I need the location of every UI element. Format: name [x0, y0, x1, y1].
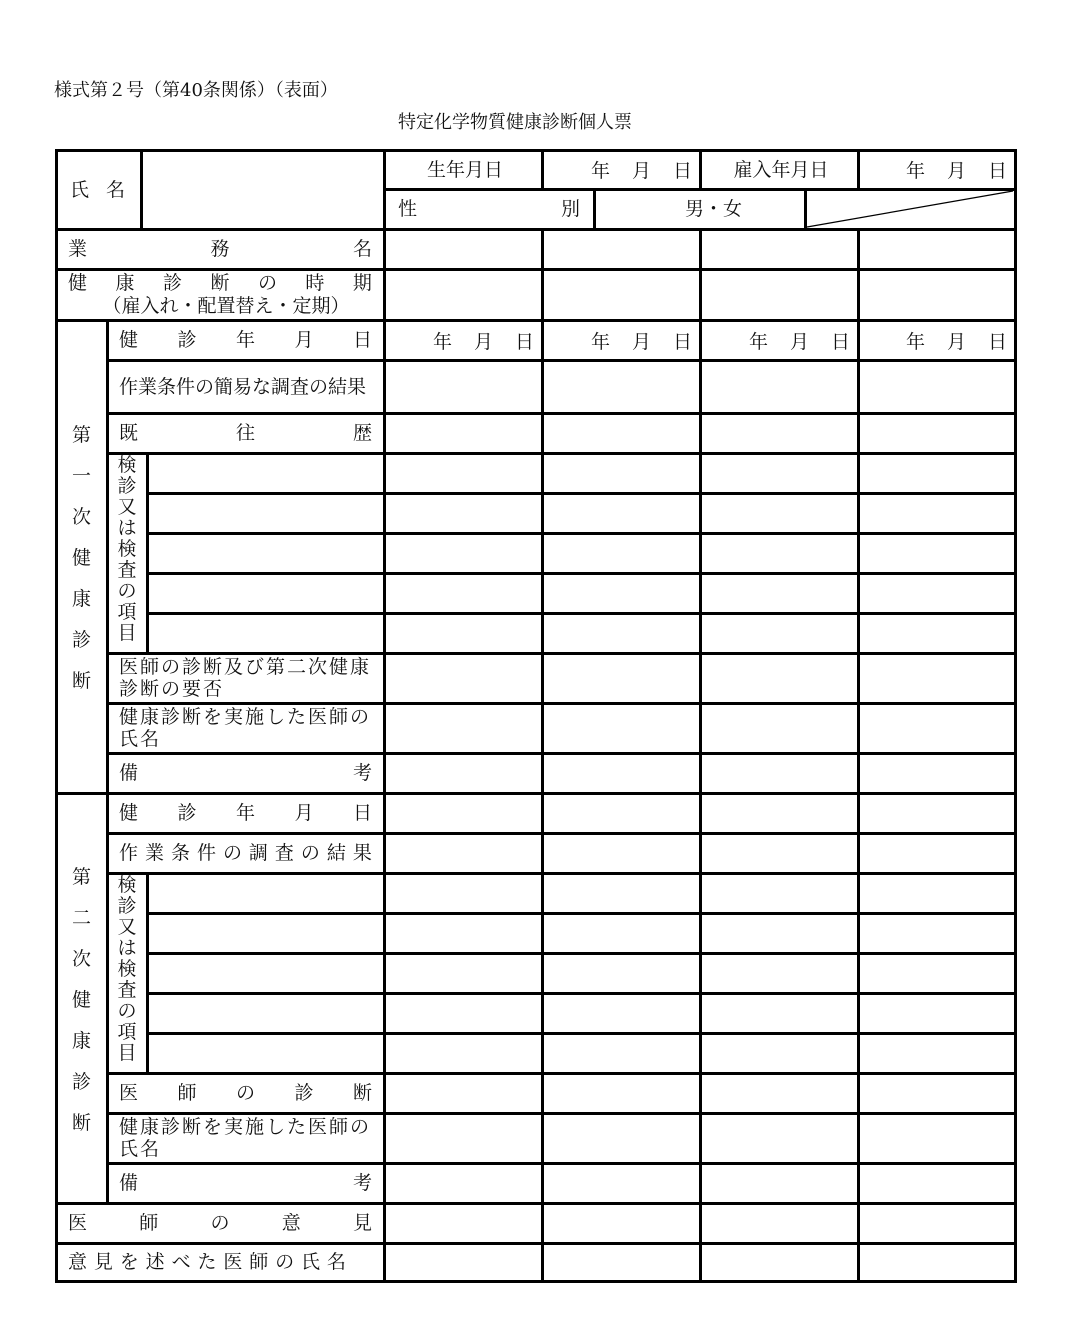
first-doctor-name-col2[interactable]: [541, 702, 702, 755]
first-remarks-col4[interactable]: [857, 752, 1017, 795]
label-char: 第: [71, 865, 91, 888]
first-exam-date-field-2[interactable]: [542, 320, 700, 360]
label-char: 診: [177, 802, 197, 824]
simple-survey-label: 作業条件の簡易な調査の結果: [119, 375, 367, 398]
label-char: 次: [71, 506, 91, 528]
second-exam-date-col3[interactable]: [699, 792, 860, 835]
birth-date-field[interactable]: [542, 150, 700, 189]
label-char: 次: [71, 947, 91, 970]
label-char: 見: [93, 1251, 113, 1273]
first-item-5-col4[interactable]: [857, 612, 1017, 655]
second-doctor-diagnosis-col2[interactable]: [541, 1072, 702, 1115]
first-item-3-col2[interactable]: [541, 532, 702, 575]
label-char: 医: [119, 1082, 139, 1104]
opinion-doctor-name-col1[interactable]: [383, 1242, 544, 1283]
label-char: 康: [71, 1029, 91, 1052]
second-item-3-col3[interactable]: [699, 952, 860, 995]
first-doctor-diagnosis-col1[interactable]: [383, 652, 544, 705]
second-item-1-col3[interactable]: [699, 872, 860, 915]
label-char: 健: [71, 988, 91, 1011]
second-remarks-col1[interactable]: [383, 1162, 544, 1205]
first-exam-date-field-1[interactable]: [384, 320, 542, 360]
second-doctor-diagnosis-label: [119, 1073, 372, 1113]
label-char: 診: [71, 629, 91, 651]
first-item-5-col3[interactable]: [699, 612, 860, 655]
label-char: の: [117, 1000, 137, 1022]
date-unit: 年: [432, 330, 452, 353]
survey-label: [119, 833, 372, 873]
history-col4[interactable]: [857, 412, 1017, 455]
date-unit: 年: [590, 330, 610, 353]
name-label: [70, 150, 125, 229]
second-remarks-col2[interactable]: [541, 1162, 702, 1205]
second-item-name-1[interactable]: [146, 872, 386, 915]
label-char: 健: [71, 547, 91, 569]
label-char: 又: [117, 916, 137, 938]
first-doctor-diagnosis-col3[interactable]: [699, 652, 860, 705]
label-char: 別: [560, 198, 580, 220]
label-char: 件: [196, 842, 216, 864]
second-item-1-col4[interactable]: [857, 872, 1017, 915]
doctor-opinion-label: [68, 1203, 372, 1243]
label-char: 一: [71, 465, 91, 487]
second-exam-date-col4[interactable]: [857, 792, 1017, 835]
label-char: の: [117, 580, 137, 602]
label-char: 既: [119, 422, 139, 444]
label-char: 名: [105, 178, 125, 201]
label-char: 期: [352, 271, 372, 294]
label-char: 断: [210, 271, 230, 294]
second-item-name-3[interactable]: [146, 952, 386, 995]
second-doctor-name-col1[interactable]: [383, 1112, 544, 1165]
label-char: 健: [68, 271, 88, 294]
date-unit: 日: [672, 330, 692, 353]
history-col1[interactable]: [383, 412, 544, 455]
label-char: 年: [235, 329, 255, 351]
second-items-label: [107, 875, 147, 1073]
job-name-col4[interactable]: [857, 228, 1017, 271]
history-label: [119, 413, 372, 453]
second-doctor-name-col2[interactable]: [541, 1112, 702, 1165]
second-doctor-diagnosis-col4[interactable]: [857, 1072, 1017, 1115]
date-unit: 月: [631, 330, 651, 353]
first-exam-date-field-3[interactable]: [700, 320, 858, 360]
label-char: 歴: [352, 422, 372, 444]
label-char: 康: [115, 271, 135, 294]
second-item-4-col1[interactable]: [383, 992, 544, 1035]
label-char: 康: [71, 588, 91, 610]
first-item-4-col3[interactable]: [699, 572, 860, 615]
history-col2[interactable]: [541, 412, 702, 455]
history-col3[interactable]: [699, 412, 860, 455]
first-item-1-col1[interactable]: [383, 452, 544, 495]
label-char: を: [119, 1251, 139, 1273]
date-unit: 日: [672, 160, 692, 182]
label-char: 月: [294, 329, 314, 351]
first-item-1-col4[interactable]: [857, 452, 1017, 495]
label-char: 査: [274, 842, 294, 864]
label-char: 考: [352, 762, 372, 784]
label-char: 氏: [301, 1251, 321, 1273]
first-item-4-col2[interactable]: [541, 572, 702, 615]
label-char: 診: [162, 271, 182, 294]
second-item-1-col2[interactable]: [541, 872, 702, 915]
label-char: 査: [117, 979, 137, 1001]
second-item-4-col3[interactable]: [699, 992, 860, 1035]
job-name-col2[interactable]: [541, 228, 702, 271]
first-item-name-1[interactable]: [146, 452, 386, 495]
label-char: 診: [117, 475, 137, 497]
label-char: 業: [68, 238, 88, 260]
label-char: 調: [248, 842, 268, 864]
first-item-1-col3[interactable]: [699, 452, 860, 495]
second-item-3-col4[interactable]: [857, 952, 1017, 995]
exam-timing-col1[interactable]: [383, 268, 544, 322]
second-item-4-col4[interactable]: [857, 992, 1017, 1035]
survey-col4[interactable]: [857, 832, 1017, 875]
label-char: の: [235, 1082, 255, 1104]
label-char: 検: [117, 454, 137, 476]
second-doctor-diagnosis-col3[interactable]: [699, 1072, 860, 1115]
second-exam-date-col1[interactable]: [383, 792, 544, 835]
label-char: 第: [71, 424, 91, 446]
simple-survey-col3[interactable]: [699, 359, 860, 415]
second-exam-date-col2[interactable]: [541, 792, 702, 835]
label-char: 目: [117, 1042, 137, 1064]
second-item-2-col3[interactable]: [699, 912, 860, 955]
label-char: 往: [235, 422, 255, 444]
label-char: 健: [119, 802, 139, 824]
first-remarks-col1[interactable]: [383, 752, 544, 795]
label-char: 目: [117, 622, 137, 644]
label-char: 名: [352, 238, 372, 260]
first-item-3-col4[interactable]: [857, 532, 1017, 575]
second-item-5-col4[interactable]: [857, 1032, 1017, 1075]
label-char: 二: [71, 906, 91, 929]
label-char: 意: [281, 1212, 301, 1234]
second-item-name-2[interactable]: [146, 912, 386, 955]
date-unit: 日: [514, 330, 534, 353]
name-input-cell[interactable]: [140, 149, 386, 231]
simple-survey-col2[interactable]: [541, 359, 702, 415]
label-char: 検: [117, 538, 137, 560]
doctor-opinion-col1[interactable]: [383, 1202, 544, 1245]
label-char: 条: [170, 842, 190, 864]
exam-timing-sub: （雇入れ・配置替え・定期）: [102, 295, 350, 317]
first-doctor-name-col1[interactable]: [383, 702, 544, 755]
label-char: 考: [352, 1172, 372, 1194]
second-item-3-col1[interactable]: [383, 952, 544, 995]
diagonal-slash: [805, 189, 1015, 229]
label-char: 医: [223, 1251, 243, 1273]
label-char: 師: [139, 1212, 159, 1234]
first-remarks-col3[interactable]: [699, 752, 860, 795]
doctor-opinion-col2[interactable]: [541, 1202, 702, 1245]
first-item-2-col3[interactable]: [699, 492, 860, 535]
second-item-2-col2[interactable]: [541, 912, 702, 955]
first-item-5-col2[interactable]: [541, 612, 702, 655]
second-item-name-5[interactable]: [146, 1032, 386, 1075]
label-char: 診: [117, 895, 137, 917]
label-char: 業: [144, 842, 164, 864]
label-char: 日: [352, 802, 372, 824]
first-remarks-label: [119, 753, 372, 793]
label-char: 氏: [70, 178, 90, 201]
label-char: の: [257, 271, 277, 294]
label-char: 果: [352, 842, 372, 864]
first-item-3-col1[interactable]: [383, 532, 544, 575]
first-exam-section-label: [56, 412, 107, 705]
date-unit: 年: [905, 160, 925, 182]
form-number: 様式第２号（第40条関係）（表面）: [54, 80, 338, 101]
date-unit: 年: [590, 160, 610, 182]
job-name-label: [68, 229, 372, 269]
label-char: の: [222, 842, 242, 864]
doctor-opinion-col3[interactable]: [699, 1202, 860, 1245]
survey-col2[interactable]: [541, 832, 702, 875]
second-item-name-4[interactable]: [146, 992, 386, 1035]
label-char: の: [210, 1212, 230, 1234]
label-char: 述: [145, 1251, 165, 1273]
label-char: べ: [171, 1251, 191, 1273]
label-char: 項: [117, 1021, 137, 1043]
opinion-doctor-name-label: [68, 1243, 346, 1281]
second-item-4-col2[interactable]: [541, 992, 702, 1035]
label-char: 見: [352, 1212, 372, 1234]
label-char: 診: [177, 329, 197, 351]
label-char: 性: [398, 198, 418, 220]
label-char: 年: [235, 802, 255, 824]
label-char: 結: [326, 842, 346, 864]
label-char: 断: [71, 1111, 91, 1134]
label-char: 健: [119, 329, 139, 351]
first-doctor-diagnosis-col2[interactable]: [541, 652, 702, 705]
first-doctor-diagnosis-col4[interactable]: [857, 652, 1017, 705]
date-unit: 月: [789, 330, 809, 353]
survey-col1[interactable]: [383, 832, 544, 875]
date-unit: 月: [946, 160, 966, 182]
label-char: 備: [119, 1172, 139, 1194]
label-char: 意: [68, 1251, 88, 1273]
form-title: 特定化学物質健康診断個人票: [398, 112, 632, 133]
label-char: 診: [71, 1070, 91, 1093]
label-char: た: [197, 1251, 217, 1273]
first-item-name-5[interactable]: [146, 612, 386, 655]
first-exam-date-field-4[interactable]: [858, 320, 1015, 360]
second-item-3-col2[interactable]: [541, 952, 702, 995]
label-char: 師: [177, 1082, 197, 1104]
first-item-name-3[interactable]: [146, 532, 386, 575]
first-items-label: [107, 455, 147, 653]
simple-survey-col1[interactable]: [383, 359, 544, 415]
second-item-1-col1[interactable]: [383, 872, 544, 915]
date-unit: 日: [830, 330, 850, 353]
label-char: 検: [117, 958, 137, 980]
first-doctor-name-col4[interactable]: [857, 702, 1017, 755]
second-item-5-col2[interactable]: [541, 1032, 702, 1075]
date-unit: 月: [631, 160, 651, 182]
label-char: 月: [294, 802, 314, 824]
opinion-doctor-name-col4[interactable]: [857, 1242, 1017, 1283]
second-exam-date-label: [119, 793, 372, 833]
doctor-opinion-col4[interactable]: [857, 1202, 1017, 1245]
label-char: 日: [352, 329, 372, 351]
first-item-name-2[interactable]: [146, 492, 386, 535]
birth-date-label: 生年月日: [426, 158, 503, 181]
second-doctor-name-col3[interactable]: [699, 1112, 860, 1165]
label-char: 査: [117, 559, 137, 581]
label-char: の: [300, 842, 320, 864]
second-item-2-col1[interactable]: [383, 912, 544, 955]
second-doctor-diagnosis-col1[interactable]: [383, 1072, 544, 1115]
sex-label: [398, 189, 580, 229]
label-char: 断: [352, 1082, 372, 1104]
label-char: の: [275, 1251, 295, 1273]
label-char: 検: [117, 874, 137, 896]
second-exam-section-label: [56, 855, 107, 1145]
first-doctor-name-label: 健康診断を実施した医師の氏名: [119, 706, 372, 750]
first-doctor-name-col3[interactable]: [699, 702, 860, 755]
date-unit: 年: [748, 330, 768, 353]
first-item-3-col3[interactable]: [699, 532, 860, 575]
label-char: 断: [71, 670, 91, 692]
second-doctor-name-label: 健康診断を実施した医師の氏名: [119, 1116, 372, 1160]
first-item-name-4[interactable]: [146, 572, 386, 615]
label-char: 又: [117, 496, 137, 518]
survey-col3[interactable]: [699, 832, 860, 875]
second-remarks-label: [119, 1163, 372, 1203]
label-char: 診: [294, 1082, 314, 1104]
second-remarks-col4[interactable]: [857, 1162, 1017, 1205]
label-char: 項: [117, 601, 137, 623]
first-doctor-diagnosis-label: 医師の診断及び第二次健康診断の要否: [119, 656, 372, 700]
label-char: 備: [119, 762, 139, 784]
job-name-col1[interactable]: [383, 228, 544, 271]
exam-timing-col4[interactable]: [857, 268, 1017, 322]
first-remarks-col2[interactable]: [541, 752, 702, 795]
label-char: は: [117, 937, 137, 959]
label-char: 医: [68, 1212, 88, 1234]
first-item-4-col4[interactable]: [857, 572, 1017, 615]
hire-date-label: 雇入年月日: [733, 158, 829, 181]
label-char: 時: [305, 271, 325, 294]
sex-value: 男・女: [684, 198, 742, 220]
second-doctor-name-col4[interactable]: [857, 1112, 1017, 1165]
first-item-5-col1[interactable]: [383, 612, 544, 655]
first-item-2-col2[interactable]: [541, 492, 702, 535]
first-item-1-col2[interactable]: [541, 452, 702, 495]
label-char: 務: [210, 238, 230, 260]
first-item-2-col1[interactable]: [383, 492, 544, 535]
exam-timing-col3[interactable]: [699, 268, 860, 322]
date-unit: 日: [987, 160, 1007, 182]
first-exam-date-label: [119, 320, 372, 360]
simple-survey-col4[interactable]: [857, 359, 1017, 415]
second-remarks-col3[interactable]: [699, 1162, 860, 1205]
label-char: 師: [249, 1251, 269, 1273]
first-item-2-col4[interactable]: [857, 492, 1017, 535]
label-char: 名: [326, 1251, 346, 1273]
date-unit: 月: [473, 330, 493, 353]
label-char: は: [117, 517, 137, 539]
second-item-2-col4[interactable]: [857, 912, 1017, 955]
date-unit: 月: [946, 330, 966, 353]
opinion-doctor-name-col3[interactable]: [699, 1242, 860, 1283]
label-char: 作: [119, 842, 139, 864]
job-name-col3[interactable]: [699, 228, 860, 271]
second-item-5-col3[interactable]: [699, 1032, 860, 1075]
hire-date-field[interactable]: [858, 150, 1015, 189]
opinion-doctor-name-col2[interactable]: [541, 1242, 702, 1283]
exam-timing-label: [68, 269, 372, 296]
second-item-5-col1[interactable]: [383, 1032, 544, 1075]
date-unit: 年: [905, 330, 925, 353]
exam-timing-col2[interactable]: [541, 268, 702, 322]
date-unit: 日: [987, 330, 1007, 353]
first-item-4-col1[interactable]: [383, 572, 544, 615]
